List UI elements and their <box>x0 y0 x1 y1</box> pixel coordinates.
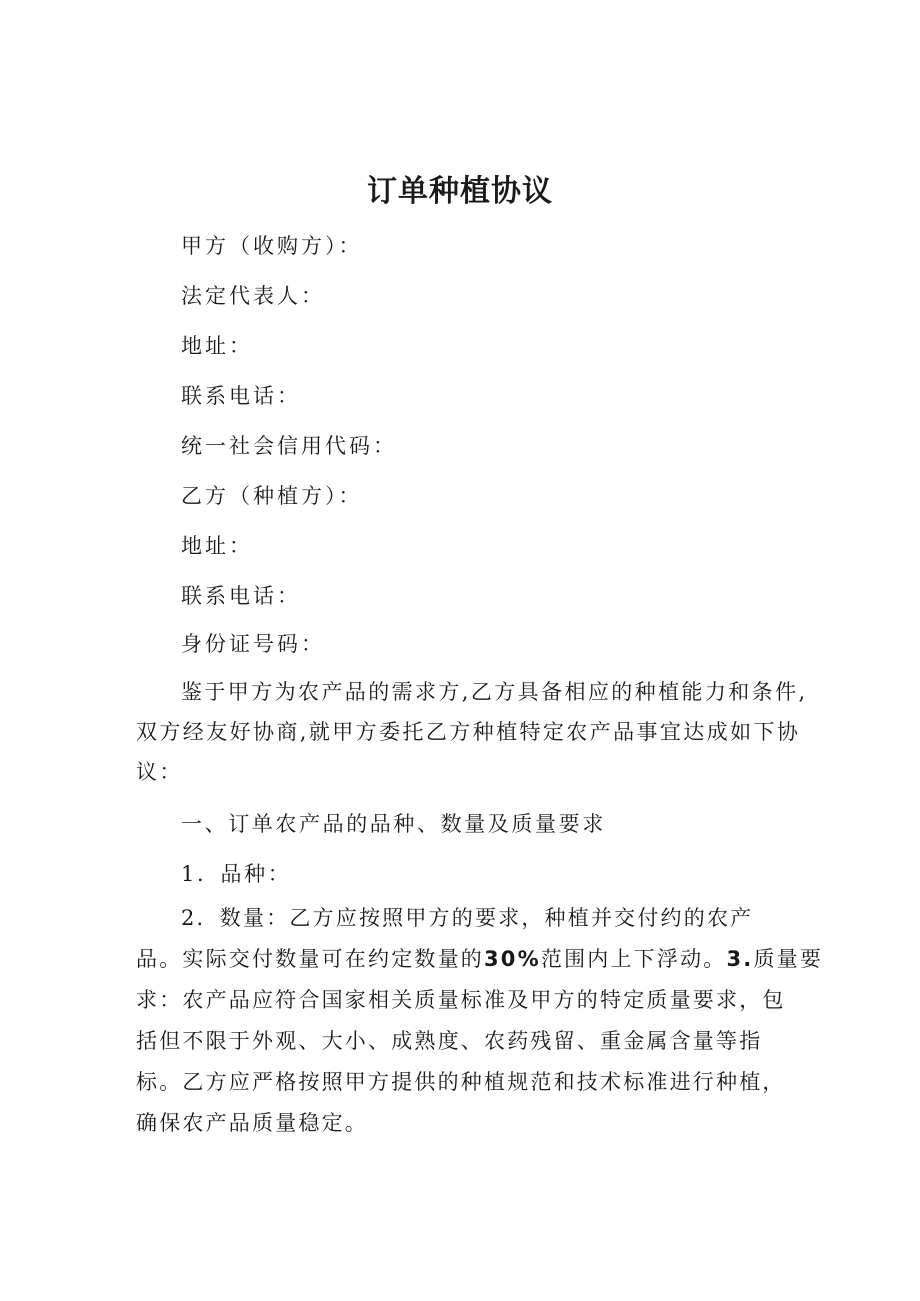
quantity-quality-paragraph <box>136 898 826 1144</box>
party-a-credit-code: 统一社会信用代码： <box>181 434 397 458</box>
section-heading: 一、订单农产品的品种、数量及质量要求 <box>181 812 606 836</box>
paragraph-line: 标。乙方应严格按照甲方提供的种植规范和技术标准进行种植， <box>136 1070 786 1094</box>
text-run: 范围内上下浮动。 <box>540 947 727 971</box>
paragraph-line <box>136 939 826 980</box>
party-a-phone: 联系电话： <box>181 384 301 408</box>
preamble-paragraph <box>136 672 816 792</box>
party-b-phone: 联系电话： <box>181 584 301 608</box>
party-a-legal-rep: 法定代表人： <box>181 284 325 308</box>
paragraph-line: 确保农产品质量稳定。 <box>136 1111 368 1135</box>
preamble-line: 鉴于甲方为农产品的需求方,乙方具备相应的种植能力和条件, <box>181 680 808 704</box>
party-a-address: 地址： <box>181 334 253 358</box>
preamble-line: 双方经友好协商,就甲方委托乙方种植特定农产品事宜达成如下协 <box>136 720 801 744</box>
document-title: 订单种植协议 <box>367 174 553 209</box>
item-variety: 1．品种： <box>181 862 292 886</box>
paragraph-line: 2．数量：乙方应按照甲方的要求，种植并交付约的农产 <box>181 906 754 930</box>
text-run: 品。实际交付数量可在约定数量的 <box>136 947 484 971</box>
party-b-id-number: 身份证号码： <box>181 632 325 656</box>
item-number: 3. <box>726 947 754 971</box>
paragraph-line: 求：农产品应符合国家相关质量标准及甲方的特定质量要求，包 <box>136 988 786 1012</box>
paragraph-line: 括但不限于外观、大小、成熟度、农药残留、重金属含量等指 <box>136 1029 763 1053</box>
party-b-heading: 乙方（种植方）： <box>181 484 363 508</box>
preamble-line: 议： <box>136 760 183 784</box>
percentage-value: 30% <box>484 947 541 971</box>
party-b-address: 地址： <box>181 534 253 558</box>
text-run: 质量要 <box>753 947 824 971</box>
party-a-heading: 甲方（收购方）： <box>181 234 363 258</box>
